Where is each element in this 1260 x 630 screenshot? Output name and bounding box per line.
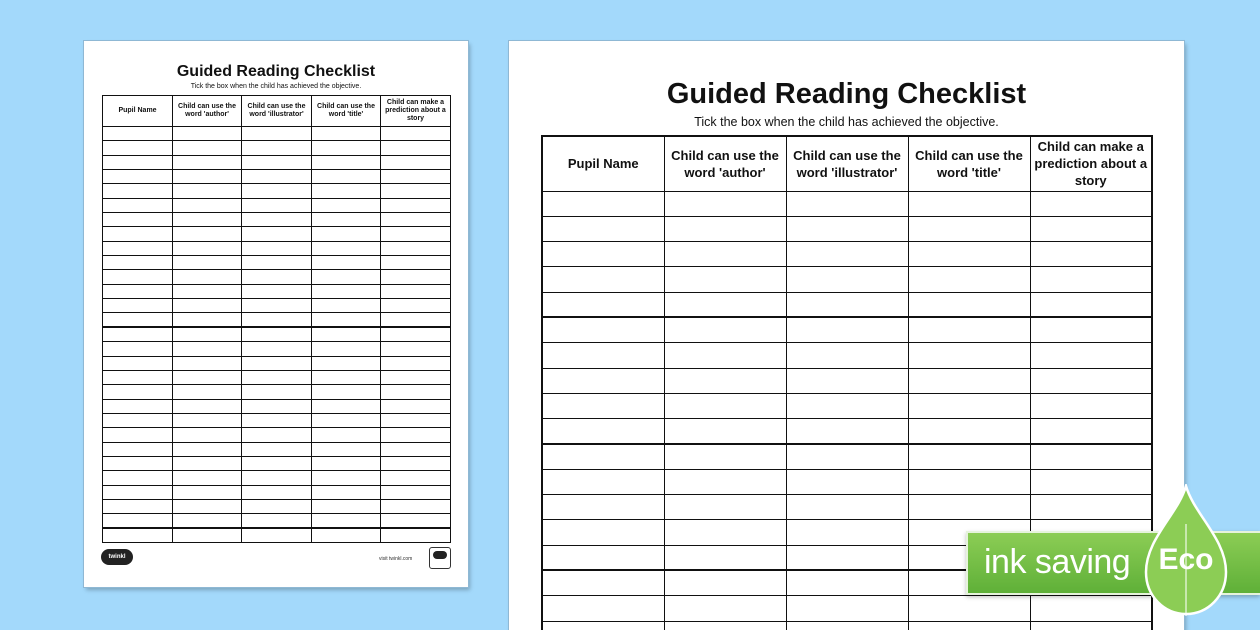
- checklist-cell: [381, 370, 451, 384]
- checklist-cell: [103, 270, 173, 284]
- checklist-cell: [242, 213, 312, 227]
- table-row: [103, 442, 451, 456]
- checklist-cell: [542, 545, 664, 570]
- column-header-pupil-name: Pupil Name: [103, 96, 173, 127]
- column-header-illustrator: Child can use the word 'illustrator': [786, 136, 908, 191]
- checklist-cell: [173, 198, 242, 212]
- checklist-cell: [1030, 292, 1152, 317]
- table-row: [542, 596, 1152, 621]
- checklist-cell: [1030, 469, 1152, 494]
- checklist-cell: [242, 170, 312, 184]
- checklist-cell: [312, 127, 381, 141]
- checklist-cell: [381, 313, 451, 327]
- table-row: [542, 621, 1152, 630]
- checklist-cell: [786, 444, 908, 469]
- checklist-cell: [786, 267, 908, 292]
- checklist-cell: [664, 216, 786, 241]
- worksheet-subtitle: Tick the box when the child has achieved the objective.: [694, 115, 999, 129]
- checklist-cell: [542, 343, 664, 368]
- checklist-cell: [381, 456, 451, 470]
- checklist-cell: [381, 141, 451, 155]
- checklist-cell: [242, 241, 312, 255]
- table-row: [103, 385, 451, 399]
- checklist-cell: [664, 317, 786, 342]
- checklist-cell: [1030, 242, 1152, 267]
- checklist-cell: [542, 267, 664, 292]
- checklist-cell: [173, 313, 242, 327]
- checklist-cell: [242, 442, 312, 456]
- checklist-cell: [173, 327, 242, 341]
- checklist-cell: [542, 444, 664, 469]
- checklist-cell: [786, 570, 908, 595]
- checklist-cell: [1030, 596, 1152, 621]
- checklist-cell: [786, 393, 908, 418]
- checklist-cell: [908, 242, 1030, 267]
- checklist-cell: [786, 242, 908, 267]
- checklist-cell: [908, 444, 1030, 469]
- checklist-cell: [381, 385, 451, 399]
- checklist-cell: [173, 241, 242, 255]
- checklist-cell: [381, 514, 451, 528]
- checklist-cell: [103, 528, 173, 542]
- checklist-cell: [664, 621, 786, 630]
- worksheet-subtitle: Tick the box when the child has achieved the objective.: [190, 83, 362, 90]
- checklist-cell: [242, 198, 312, 212]
- checklist-cell: [908, 596, 1030, 621]
- checklist-cell: [786, 317, 908, 342]
- checklist-table: [102, 95, 451, 543]
- table-row: [542, 368, 1152, 393]
- table-row: [103, 342, 451, 356]
- checklist-cell: [786, 292, 908, 317]
- checklist-cell: [381, 528, 451, 542]
- table-row: [103, 356, 451, 370]
- checklist-cell: [242, 227, 312, 241]
- checklist-cell: [173, 213, 242, 227]
- checklist-cell: [908, 191, 1030, 216]
- checklist-cell: [381, 184, 451, 198]
- checklist-cell: [786, 469, 908, 494]
- table-row: [103, 514, 451, 528]
- checklist-cell: [173, 370, 242, 384]
- checklist-cell: [103, 485, 173, 499]
- table-row: [103, 528, 451, 542]
- table-row: [542, 242, 1152, 267]
- checklist-cell: [312, 442, 381, 456]
- checklist-cell: [1030, 419, 1152, 444]
- checklist-cell: [786, 596, 908, 621]
- checklist-cell: [173, 528, 242, 542]
- checklist-cell: [1030, 216, 1152, 241]
- checklist-cell: [103, 471, 173, 485]
- checklist-cell: [312, 485, 381, 499]
- checklist-cell: [908, 317, 1030, 342]
- checklist-cell: [173, 485, 242, 499]
- table-row: [103, 213, 451, 227]
- checklist-cell: [664, 242, 786, 267]
- table-row: [542, 444, 1152, 469]
- checklist-cell: [312, 456, 381, 470]
- checklist-cell: [103, 256, 173, 270]
- checklist-cell: [664, 393, 786, 418]
- checklist-cell: [103, 399, 173, 413]
- checklist-cell: [786, 545, 908, 570]
- table-row: [103, 184, 451, 198]
- checklist-cell: [664, 495, 786, 520]
- table-row: [542, 317, 1152, 342]
- checklist-cell: [542, 393, 664, 418]
- checklist-cell: [542, 191, 664, 216]
- twinkl-logo: twinkl: [101, 549, 133, 565]
- checklist-cell: [1030, 393, 1152, 418]
- checklist-cell: [242, 385, 312, 399]
- checklist-cell: [173, 184, 242, 198]
- checklist-cell: [381, 327, 451, 341]
- table-row: [103, 241, 451, 255]
- checklist-cell: [242, 485, 312, 499]
- checklist-cell: [381, 342, 451, 356]
- checklist-cell: [173, 256, 242, 270]
- checklist-cell: [312, 499, 381, 513]
- checklist-cell: [312, 170, 381, 184]
- table-row: [103, 485, 451, 499]
- table-row: [542, 393, 1152, 418]
- checklist-cell: [312, 528, 381, 542]
- checklist-cell: [1030, 368, 1152, 393]
- table-row: [542, 495, 1152, 520]
- checklist-cell: [664, 444, 786, 469]
- checklist-cell: [173, 127, 242, 141]
- table-row: [103, 313, 451, 327]
- checklist-cell: [664, 469, 786, 494]
- checklist-cell: [103, 356, 173, 370]
- table-row: [103, 413, 451, 427]
- checklist-cell: [103, 127, 173, 141]
- checklist-cell: [242, 514, 312, 528]
- checklist-cell: [312, 198, 381, 212]
- checklist-cell: [103, 428, 173, 442]
- checklist-cell: [381, 499, 451, 513]
- checklist-cell: [381, 241, 451, 255]
- column-header-title: Child can use the word 'title': [312, 96, 381, 127]
- checklist-cell: [312, 155, 381, 169]
- table-row: [103, 456, 451, 470]
- checklist-cell: [664, 520, 786, 545]
- checklist-cell: [103, 284, 173, 298]
- checklist-cell: [542, 469, 664, 494]
- checklist-cell: [173, 514, 242, 528]
- checklist-cell: [908, 419, 1030, 444]
- checklist-cell: [312, 370, 381, 384]
- table-row: [103, 327, 451, 341]
- checklist-cell: [173, 299, 242, 313]
- column-header-title: Child can use the word 'title': [908, 136, 1030, 191]
- checklist-cell: [173, 456, 242, 470]
- checklist-cell: [908, 495, 1030, 520]
- table-row: [103, 270, 451, 284]
- checklist-cell: [103, 313, 173, 327]
- checklist-cell: [312, 327, 381, 341]
- checklist-cell: [173, 399, 242, 413]
- checklist-cell: [381, 299, 451, 313]
- checklist-cell: [242, 256, 312, 270]
- checklist-cell: [1030, 317, 1152, 342]
- checklist-cell: [312, 342, 381, 356]
- worksheet-thumbnail: [84, 41, 468, 587]
- table-row: [542, 419, 1152, 444]
- table-row: [103, 170, 451, 184]
- quality-badge-icon: [429, 547, 451, 569]
- checklist-cell: [542, 292, 664, 317]
- table-row: [542, 343, 1152, 368]
- column-header-author: Child can use the word 'author': [664, 136, 786, 191]
- table-row: [103, 428, 451, 442]
- checklist-cell: [103, 227, 173, 241]
- checklist-cell: [312, 313, 381, 327]
- column-header-prediction: Child can make a prediction about a story: [1030, 136, 1152, 191]
- checklist-cell: [242, 456, 312, 470]
- checklist-cell: [173, 428, 242, 442]
- checklist-cell: [381, 213, 451, 227]
- checklist-cell: [312, 227, 381, 241]
- table-row: [542, 469, 1152, 494]
- checklist-cell: [103, 514, 173, 528]
- checklist-cell: [908, 368, 1030, 393]
- checklist-cell: [103, 155, 173, 169]
- checklist-cell: [173, 413, 242, 427]
- column-header-author: Child can use the word 'author': [173, 96, 242, 127]
- table-row: [103, 284, 451, 298]
- checklist-cell: [312, 284, 381, 298]
- checklist-cell: [542, 570, 664, 595]
- checklist-cell: [242, 356, 312, 370]
- checklist-cell: [242, 413, 312, 427]
- checklist-cell: [908, 343, 1030, 368]
- checklist-cell: [381, 399, 451, 413]
- checklist-cell: [242, 270, 312, 284]
- checklist-cell: [664, 545, 786, 570]
- checklist-cell: [312, 428, 381, 442]
- table-row: [103, 227, 451, 241]
- checklist-cell: [242, 299, 312, 313]
- checklist-cell: [103, 342, 173, 356]
- checklist-cell: [173, 385, 242, 399]
- checklist-cell: [542, 242, 664, 267]
- checklist-cell: [103, 385, 173, 399]
- table-row: [542, 216, 1152, 241]
- checklist-cell: [173, 471, 242, 485]
- checklist-cell: [103, 370, 173, 384]
- checklist-cell: [542, 216, 664, 241]
- checklist-cell: [786, 520, 908, 545]
- table-row: [103, 399, 451, 413]
- checklist-cell: [381, 356, 451, 370]
- checklist-cell: [381, 227, 451, 241]
- checklist-cell: [381, 471, 451, 485]
- checklist-cell: [1030, 444, 1152, 469]
- column-header-illustrator: Child can use the word 'illustrator': [242, 96, 312, 127]
- checklist-cell: [1030, 621, 1152, 630]
- checklist-cell: [381, 198, 451, 212]
- checklist-cell: [312, 184, 381, 198]
- checklist-cell: [381, 442, 451, 456]
- checklist-cell: [103, 442, 173, 456]
- checklist-cell: [786, 621, 908, 630]
- checklist-cell: [242, 399, 312, 413]
- checklist-cell: [542, 596, 664, 621]
- checklist-cell: [173, 284, 242, 298]
- checklist-cell: [381, 270, 451, 284]
- checklist-cell: [1030, 267, 1152, 292]
- checklist-cell: [242, 342, 312, 356]
- checklist-cell: [103, 213, 173, 227]
- ink-saving-label: ink saving: [984, 543, 1131, 581]
- checklist-cell: [312, 356, 381, 370]
- header-row: [103, 96, 451, 127]
- table-row: [103, 499, 451, 513]
- footer-url: visit twinkl.com: [379, 556, 413, 562]
- eco-label: Eco: [1158, 543, 1214, 576]
- checklist-cell: [312, 385, 381, 399]
- checklist-cell: [242, 155, 312, 169]
- checklist-cell: [103, 413, 173, 427]
- checklist-cell: [664, 419, 786, 444]
- eco-drop-icon: [1142, 484, 1230, 618]
- checklist-cell: [381, 155, 451, 169]
- checklist-cell: [103, 456, 173, 470]
- checklist-cell: [664, 596, 786, 621]
- checklist-cell: [103, 241, 173, 255]
- checklist-cell: [1030, 495, 1152, 520]
- checklist-cell: [664, 570, 786, 595]
- checklist-cell: [312, 270, 381, 284]
- checklist-cell: [242, 327, 312, 341]
- table-row: [103, 370, 451, 384]
- checklist-cell: [542, 520, 664, 545]
- table-row: [103, 256, 451, 270]
- checklist-cell: [908, 267, 1030, 292]
- checklist-cell: [103, 141, 173, 155]
- checklist-cell: [312, 299, 381, 313]
- checklist-cell: [908, 621, 1030, 630]
- checklist-cell: [542, 368, 664, 393]
- checklist-cell: [242, 141, 312, 155]
- checklist-cell: [242, 471, 312, 485]
- table-row: [103, 471, 451, 485]
- checklist-cell: [103, 198, 173, 212]
- checklist-cell: [786, 419, 908, 444]
- worksheet-title: Guided Reading Checklist: [176, 63, 376, 80]
- checklist-cell: [381, 485, 451, 499]
- checklist-cell: [381, 170, 451, 184]
- checklist-cell: [242, 428, 312, 442]
- checklist-cell: [664, 292, 786, 317]
- header-row: [542, 136, 1152, 191]
- checklist-cell: [908, 469, 1030, 494]
- table-row: [103, 127, 451, 141]
- checklist-cell: [381, 428, 451, 442]
- checklist-cell: [664, 368, 786, 393]
- checklist-cell: [542, 495, 664, 520]
- checklist-cell: [381, 256, 451, 270]
- checklist-cell: [786, 191, 908, 216]
- checklist-cell: [173, 141, 242, 155]
- checklist-cell: [381, 413, 451, 427]
- checklist-cell: [1030, 191, 1152, 216]
- checklist-cell: [173, 342, 242, 356]
- checklist-cell: [173, 270, 242, 284]
- checklist-cell: [312, 413, 381, 427]
- checklist-cell: [312, 141, 381, 155]
- checklist-cell: [908, 393, 1030, 418]
- table-row: [103, 141, 451, 155]
- checklist-cell: [664, 343, 786, 368]
- checklist-cell: [242, 499, 312, 513]
- checklist-cell: [242, 313, 312, 327]
- checklist-cell: [908, 292, 1030, 317]
- checklist-cell: [908, 216, 1030, 241]
- table-row: [103, 198, 451, 212]
- checklist-cell: [312, 471, 381, 485]
- checklist-cell: [103, 299, 173, 313]
- checklist-cell: [312, 213, 381, 227]
- table-row: [542, 292, 1152, 317]
- checklist-cell: [312, 241, 381, 255]
- checklist-cell: [381, 284, 451, 298]
- checklist-cell: [173, 155, 242, 169]
- checklist-cell: [542, 317, 664, 342]
- checklist-cell: [173, 170, 242, 184]
- checklist-cell: [664, 191, 786, 216]
- checklist-cell: [103, 327, 173, 341]
- checklist-cell: [173, 442, 242, 456]
- column-header-pupil-name: Pupil Name: [542, 136, 664, 191]
- table-row: [103, 299, 451, 313]
- checklist-cell: [786, 495, 908, 520]
- checklist-cell: [786, 216, 908, 241]
- checklist-cell: [786, 368, 908, 393]
- table-row: [542, 267, 1152, 292]
- checklist-cell: [381, 127, 451, 141]
- checklist-cell: [1030, 343, 1152, 368]
- checklist-cell: [103, 184, 173, 198]
- checklist-cell: [242, 528, 312, 542]
- table-row: [103, 155, 451, 169]
- checklist-cell: [103, 499, 173, 513]
- worksheet-title: Guided Reading Checklist: [666, 78, 1027, 110]
- checklist-cell: [173, 227, 242, 241]
- checklist-cell: [542, 419, 664, 444]
- checklist-cell: [173, 499, 242, 513]
- checklist-cell: [542, 621, 664, 630]
- table-row: [542, 191, 1152, 216]
- checklist-cell: [312, 399, 381, 413]
- checklist-cell: [103, 170, 173, 184]
- checklist-cell: [664, 267, 786, 292]
- checklist-cell: [786, 343, 908, 368]
- checklist-cell: [312, 514, 381, 528]
- column-header-prediction: Child can make a prediction about a story: [381, 96, 451, 127]
- checklist-cell: [242, 127, 312, 141]
- checklist-cell: [242, 284, 312, 298]
- checklist-cell: [173, 356, 242, 370]
- checklist-cell: [242, 370, 312, 384]
- checklist-cell: [242, 184, 312, 198]
- checklist-cell: [312, 256, 381, 270]
